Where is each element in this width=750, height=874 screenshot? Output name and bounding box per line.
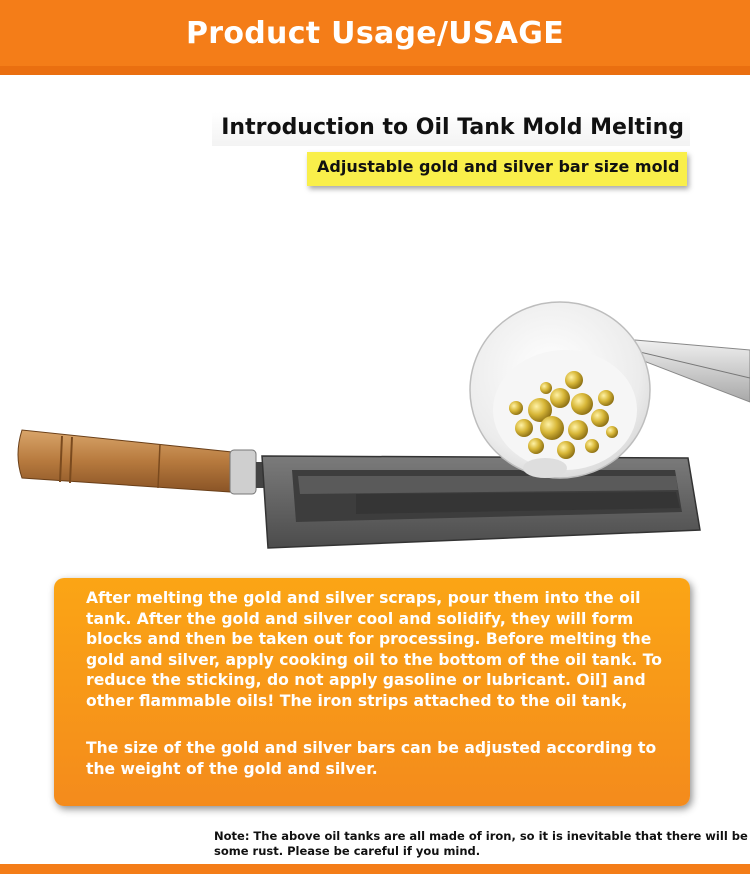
usage-adjustment-text: The size of the gold and silver bars can be adjusted according to the weight of the gold and silver. bbox=[86, 739, 657, 778]
intro-title: Introduction to Oil Tank Mold Melting bbox=[221, 115, 684, 140]
usage-description-panel bbox=[54, 578, 690, 806]
header-banner bbox=[0, 0, 750, 66]
wooden-handle-icon bbox=[18, 430, 272, 494]
iron-oil-tank-mold-icon bbox=[262, 456, 700, 548]
footer-bar bbox=[0, 864, 750, 874]
usage-description-text: After melting the gold and silver scraps, pour them into the oil tank. After the gold and silver cool and solidify, they will form blocks and then be taken out for processing. Before melting the gold and silver, apply cooking oil to the bottom of the oil tank. To reduce the sticking, do not apply gasoline or lubricant. Oil] and other flammable oils! The iron strips attached to the oil tank, bbox=[86, 589, 662, 710]
intro-heading-box bbox=[212, 112, 690, 146]
page-title: Product Usage/USAGE bbox=[185, 15, 565, 51]
product-photo bbox=[0, 270, 750, 570]
feature-tag bbox=[307, 152, 687, 186]
rust-note: Note: The above oil tanks are all made of iron, so it is inevitable that there will be some rust. Please be careful if you mind. bbox=[214, 829, 748, 858]
feature-tag-label: Adjustable gold and silver bar size mold bbox=[317, 157, 680, 176]
header-underline bbox=[0, 66, 750, 75]
